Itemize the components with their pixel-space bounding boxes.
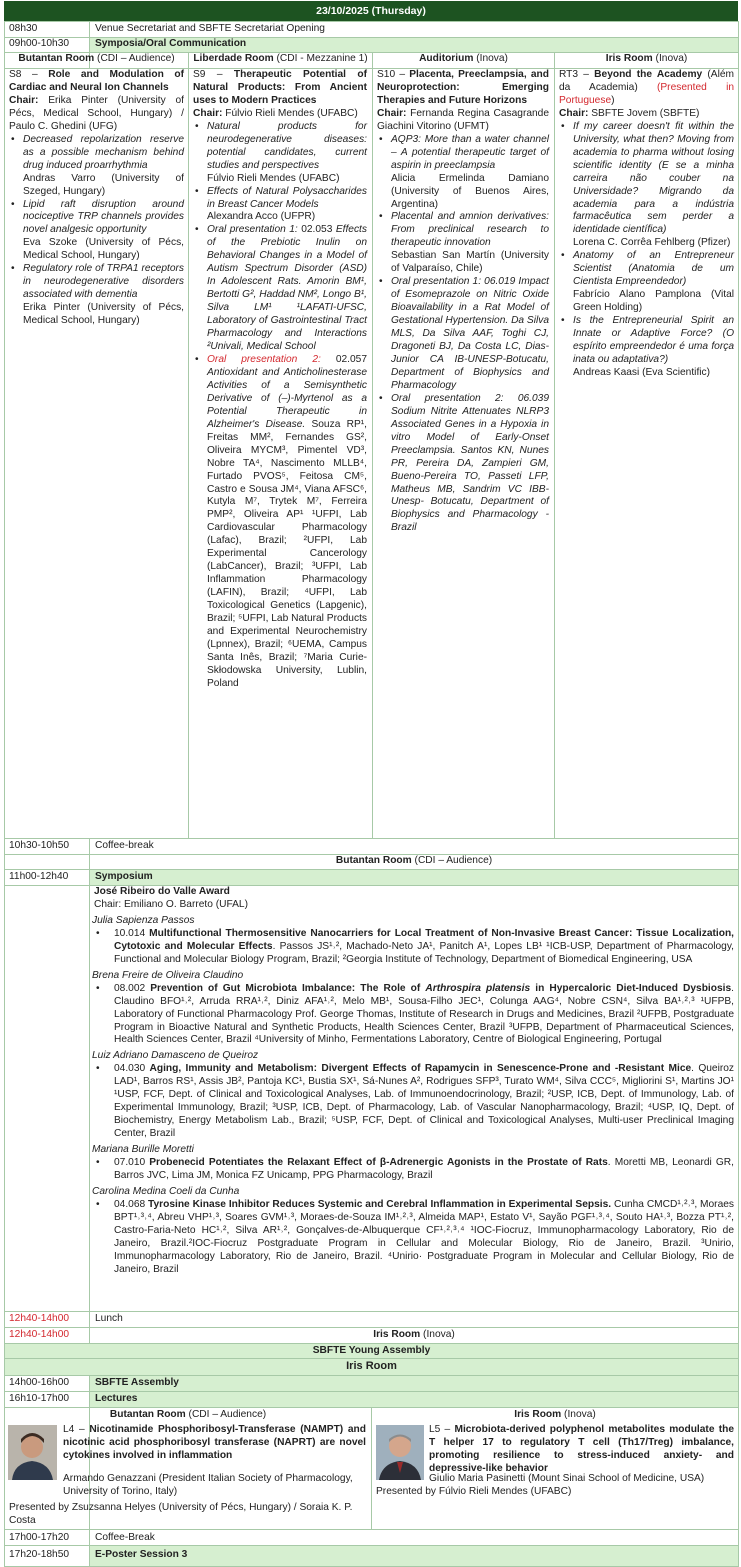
- lecture-l5-speaker: Giulio Maria Pasinetti (Mount Sinai School of Medicine, USA): [429, 1473, 705, 1484]
- s10-oral-2: • Oral presentation 2: 06.039 Sodium Nitrite Attenuates NLRP3 Associated Genes in a Hypoxia in vitro Model of Early-Onset Preeclampsia. Santos KN, Nunes PR, Pereira DA, Zampieri GM, Bueno-Pereira TO, Passeti LFP, Matheus MB, Sandrim VC IBB-Unesp- Botucatu, Department of Biophysics and Pharmacology - Brazil: [377, 393, 549, 535]
- s9-talk-1: • Natural products for neurodegenerative diseases: potential candidates, current studies and perspectives Fúlvio Rieli Mendes (UFABC): [193, 121, 367, 186]
- time-1610: 16h10-17h00: [9, 1393, 70, 1404]
- session-rt3: [559, 69, 734, 380]
- session-s10: [377, 69, 549, 535]
- room-header-iris: Iris Room (Inova): [605, 53, 688, 64]
- speaker-name: Brena Freire de Oliveira Claudino: [92, 969, 244, 981]
- s10-title: S10 – Placenta, Preeclampsia, and Neuroprotection: Emerging Therapies and Future Horizons: [377, 69, 549, 106]
- s10-oral-1: • Oral presentation 1: 06.019 Impact of Esomeprazole on Nitric Oxide Bioavailability in a Rat Model of Gestational Hypertension. Da Silva MLS, Da Silva AAF, Toghi CJ, Dragoneti BJ, Da Costa LC, Dias-Junior CA IB-UNESP-Botucatu, Department of Biophysics and Pharmacology: [377, 276, 549, 393]
- frame-left: [4, 21, 5, 1567]
- row-divider: [4, 838, 738, 839]
- row-divider: [4, 1529, 738, 1530]
- s8-talk-2: • Lipid raft disruption around nociceptive TRP channels provides novel analgesic opportunity Eva Szoke (University of Pécs, Medical School, Hungary): [9, 199, 184, 264]
- room-header-auditorium: Auditorium (Inova): [419, 53, 508, 64]
- rt3-talk-2: • Anatomy of an Entrepreneur Scientist (Anatomia de um Cientista Empreendedor) Fabrício Alano Pamplona (Vital Green Holding): [559, 250, 734, 315]
- rt3-talk-1: • If my career doesn't fit within the University, what then? Moving from academia to pharma without losing scientific identity (E se a minha carreira não couber na Universidade? Migrando da academia para a indústria farmacêutica sem perder a identidade científica) Lorena C. Corrêa Fehlberg (Pfizer): [559, 121, 734, 251]
- time-1720: 17h20-18h50: [9, 1549, 70, 1560]
- rt3-chair: Chair: SBFTE Jovem (SBFTE): [559, 107, 700, 119]
- rt3-title: RT3 – Beyond the Academy (Além da Academia) (Presented in Portuguese): [559, 69, 735, 106]
- col-divider: [372, 52, 373, 838]
- lecture-room-left: Butantan Room (CDI – Audience): [109, 1409, 267, 1420]
- abstract-item: • 10.014 Multifunctional Thermosensitive Nanocarriers for Local Treatment of Non-Invasive Breast Cancer: Tissue Localization, Cytotoxic and Molecular Effects. Passos JS¹˒², Machado-Neto JA¹, Panitch A¹, Lopes LB¹ ¹ICB-USP, Department of Pharmacology, Functional and Molecular Biology Program, Brazil; ²Georgia Institute of Technology, Department of Biomedical Engineering, USA: [92, 928, 734, 967]
- time-1100: 11h00-12h40: [9, 871, 69, 882]
- eposter-label: E-Poster Session 3: [95, 1549, 188, 1560]
- symposia-label: Symposia/Oral Communication: [95, 38, 247, 49]
- lectures-label: Lectures: [95, 1393, 138, 1404]
- room-header-butantan: Butantan Room (CDI – Audience): [18, 53, 175, 64]
- speaker-name: Luiz Adriano Damasceno de Queiroz: [92, 1050, 259, 1062]
- s9-talk-2: • Effects of Natural Polysaccharides in Breast Cancer Models Alexandra Acco (UFPR): [193, 186, 367, 225]
- young-assembly-text: SBFTE Young Assembly: [312, 1345, 431, 1356]
- lecture-l5: L5 – Microbiota-derived polyphenol metabolites modulate the T helper 17 to regulatory T cell (Th17/Treg) imbalance, promoting resilience to stress-induced anxiety- and depressive-like behavior: [429, 1424, 734, 1474]
- s8-talk-3: • Regulatory role of TRPA1 receptors in neurodegenerative disorders associated with dementia Erika Pinter (University of Pécs, Medical School, Hungary): [9, 263, 184, 328]
- butantan-room-header: Butantan Room (CDI – Audience): [335, 855, 493, 866]
- col-divider: [371, 1407, 372, 1529]
- assembly-text: SBFTE Assembly: [95, 1377, 179, 1388]
- s9-chair: Chair: Fúlvio Rieli Mendes (UFABC): [193, 107, 358, 119]
- symposium-band: [90, 870, 738, 885]
- s8-title: S8 – Role and Modulation of Cardiac and Neural Ion Channels: [9, 69, 184, 93]
- speaker-name: Julia Sapienza Passos: [92, 914, 195, 926]
- time-0830: 08h30: [9, 23, 38, 34]
- session-s8: [9, 69, 184, 328]
- row-divider: [4, 1327, 738, 1328]
- lecture-l4: L4 – Nicotinamide Phosphoribosyl-Transferase (NAMPT) and nicotinic acid phosphoribosyl transferase (NAPRT) are novel cytokines involved in inflammation: [63, 1424, 366, 1461]
- time-0900: 09h00-10h30: [9, 38, 70, 49]
- symposium-content: [92, 886, 734, 1277]
- abstract-item: • 08.002 Prevention of Gut Microbiota Imbalance: The Role of Arthrospira platensis in Hypercaloric Diet-Induced Dysbiosis. Claudino BFO¹˒², Arruda RRA¹˒², Diniz AFA¹˒², Melo MB¹, Sousa-Filho JEC¹, Colunga AAG⁴, Nobre CSN⁴, Silva BA¹˒²˒³ ¹UFPB, Laboratory of Functional Pharmacology Prof. George Thomas, Institute of Research in Drugs and Medicines, Brazil ²UFPB, Postgraduate Program in Bioactive Natural and Synthetic Products, Health Sciences Center, Brazil ³UFPB, Department of Pharmaceutical Sciences, Health Sciences Center, Brazil ⁴University of Minho, Fermentations Laboratory, Centre of Biological Engineering, Portugal: [92, 983, 734, 1048]
- s9-title: S9 – Therapeutic Potential of Natural Products: From Ancient uses to Modern Practices: [193, 69, 367, 106]
- lecture-room-right: Iris Room (Inova): [514, 1409, 596, 1420]
- lecture-l5-presenter: Presented by Fúlvio Rieli Mendes (UFABC): [376, 1486, 572, 1497]
- lecture-l4-presenter: Presented by Zsuzsanna Helyes (University of Pécs, Hungary) / Soraia K. P. Costa: [9, 1502, 353, 1526]
- s10-chair: Chair: Fernanda Regina Casagrande Giachini Vitorino (UFMT): [377, 107, 549, 132]
- room-header-liberdade: Liberdade Room (CDI - Mezzanine 1): [193, 53, 368, 64]
- opening-text: Venue Secretariat and SBFTE Secretariat Opening: [95, 23, 325, 34]
- frame-right: [738, 21, 739, 1567]
- speaker-photo-pasinetti: [376, 1425, 424, 1480]
- iris-room-header: Iris Room (Inova): [373, 1329, 455, 1340]
- lecture-l4-speaker-1: Armando Genazzani (President Italian Society of Pharmacology, University of Torino, Italy): [63, 1473, 353, 1497]
- date-header: 23/10/2025 (Thursday): [4, 1, 738, 21]
- s10-talk-1: • AQP3: More than a water channel – A potential therapeutic target of aspirin in preeclampsia Alicia Ermelinda Damiano (University of Buenos Aires, Argentina): [377, 134, 549, 212]
- s10-talk-2: • Placental and amnion derivatives: From preclinical research to therapeutic innovation Sebastian San Martín (University of Valparaíso, Chile): [377, 211, 549, 276]
- col-divider: [554, 52, 555, 838]
- assembly-band: [90, 1376, 738, 1391]
- lunch-text: Lunch: [95, 1313, 123, 1324]
- symposium-label: Symposium: [95, 871, 153, 882]
- time-1700: 17h00-17h20: [9, 1532, 70, 1543]
- s9-oral-1: • Oral presentation 1: 02.053 Effects of the Prebiotic Inulin on Behavioral Changes in a Model of Autism Spectrum Disorder (ASD) In Adolescent Rats. Amorin BM¹, Bertotti G², Haddad NM², Longo B¹, Silva LM¹ ¹LAFATI-UFSC, Laboratory of Gastrointestinal Tract Pharmacology and Interactions ²Univali, Medical School: [193, 224, 367, 354]
- speaker-name: Carolina Medina Coeli da Cunha: [92, 1185, 240, 1197]
- iris-room-band-text: Iris Room: [346, 1360, 397, 1372]
- time-1400: 14h00-16h00: [9, 1377, 70, 1388]
- s8-chair: Chair: Erika Pinter (University of Pécs, Medical School, Hungary) / Paulo C. Ghedini (UFG): [9, 94, 184, 132]
- rt3-talk-3: • Is the Entrepreneurial Spirit an Innate or Adaptive Force? (O espírito empreendedor é uma força inata ou adaptativa?) Andreas Kaasi (Eva Scientific): [559, 315, 734, 380]
- award-chair: Chair: Emiliano O. Barreto (UFAL): [94, 898, 248, 910]
- session-s9: [193, 69, 367, 691]
- row-divider: [4, 1311, 738, 1312]
- lectures-band: [90, 1392, 738, 1407]
- col-divider: [188, 52, 189, 838]
- abstract-item: • 04.030 Aging, Immunity and Metabolism: Divergent Effects of Rapamycin in Senescence-Prone and -Resistant Mice. Queiroz LAD¹, Barros RS¹, Assis JB², Pantoja KC¹, Bustia SX¹, Sá-Nunes A², Rodrigues SFP³, Turato WM⁴, Silva CCC⁵, Migliorini S¹, Martins JO¹ ¹USP, FCF, Dept. of Clinical and Toxicological Analyses, Lab. of Immunoendocrinology, Brazil; ²USP, ICB, Dept. of Immunology, Lab. of Experimental Immunology, Brazil; ³USP, ICB, Dept. of Pharmacology, Lab. of Vascular Nanopharmacology, Brazil; ⁴USP, IQ, Dept. of Biochemistry, Energy Metabolism Lab., Brazil; ⁵USP, FCF, Dept. of Clinical and Toxicological Analyses, Multi-user Preclinical Imaging Center, Brazil: [92, 1063, 734, 1141]
- time-lunch: 12h40-14h00: [9, 1313, 70, 1324]
- s9-oral-2: • Oral presentation 2: 02.057 Antioxidant and Anticholinesterase Activities of a Semisynthetic Derivative of (–)-Myrtenol as a Potential Therapeutic in Alzheimer's Disease. Souza RP¹, Freitas MM², Fernandes GS², Oliveira MYCM³, Pimentel VD³, Nobre TA⁴, Nascimento MLLB⁴, Furtado PVOS⁵, Feitosa CM⁵, Castro e Sousa JM⁴, Viana AFSC⁶, Kutyla M⁷, Trytek M⁷, Ferreira PMP², Oliveira AP¹ ¹UFPI, Lab Cardiovascular Pharmacology (Lafac), Brazil; ²UFPI, Lab Experimental Cancerology (LabCancer), Brazil; ³UFPI, Lab Inflammation Pharmacology (LAFIN), Brazil; ⁴UFPI, Lab Toxicological Genetics (Lapgenic), Brazil; ⁵UFPI, Lab Natural Products and Experimental Neurochemistry (Lpnnex), Brazil; ⁶UEMA, Campus Santa Inês, Brazil; ⁷Maria Curie-Skłodowska University, Lublin, Poland: [193, 354, 367, 691]
- abstract-item: • 04.068 Tyrosine Kinase Inhibitor Reduces Systemic and Cerebral Inflammation in Experimental Sepsis. Cunha CMCD¹˒²˒³, Moraes BPT¹˒³˒⁴, Abreu VHP¹˒³, Soares GVM¹˒³, Moraes-de-Souza IM¹˒²˒³, Almeida MAP¹, Estato V¹, Sayão PGF¹˒³˒⁴, Souto HA¹˒³, Bozza PT¹˒², Castro-Faria-Neto HC¹˒², Silva AR¹˒², Gonçalves-de-Albuquerque CF¹˒²˒³˒⁴ ¹IOC-Fiocruz, Immunopharmacology Laboratory, Rio de Janeiro, Brazil.²IOC-Fiocruz Postgraduate Program in Cellular and Molecular Biology, Rio de Janeiro, Brazil. ³Unirio, Immunopharmacology Laboratory, Rio de Janeiro, Brazil. ⁴Unirio· Postgraduate Program in Molecular and Cellular Biology, Rio de Janeiro, Brazil: [92, 1199, 734, 1277]
- s8-talk-1: • Decreased repolarization reserve as a possible mechanism behind drug induced proarrhythmia Andras Varro (University of Szeged, Hungary): [9, 134, 184, 199]
- time-young-assembly: 12h40-14h00: [9, 1329, 70, 1340]
- abstract-item: • 07.010 Probenecid Potentiates the Relaxant Effect of β-Adrenergic Agonists in the Prostate of Rats. Moretti MB, Leonardi GR, Barros JVC, Lima JM, Monica FZ Unicamp, PPG Pharmacology, Brazil: [92, 1157, 734, 1183]
- row-divider: [4, 21, 738, 22]
- time-1030: 10h30-10h50: [9, 840, 70, 851]
- coffee-break-text: Coffee-break: [95, 840, 154, 851]
- speaker-photo-genazzani: [8, 1425, 57, 1480]
- speaker-name: Mariana Burille Moretti: [92, 1144, 194, 1156]
- coffee-break-2: Coffee-Break: [95, 1532, 155, 1543]
- award-title: José Ribeiro do Valle Award: [94, 886, 230, 897]
